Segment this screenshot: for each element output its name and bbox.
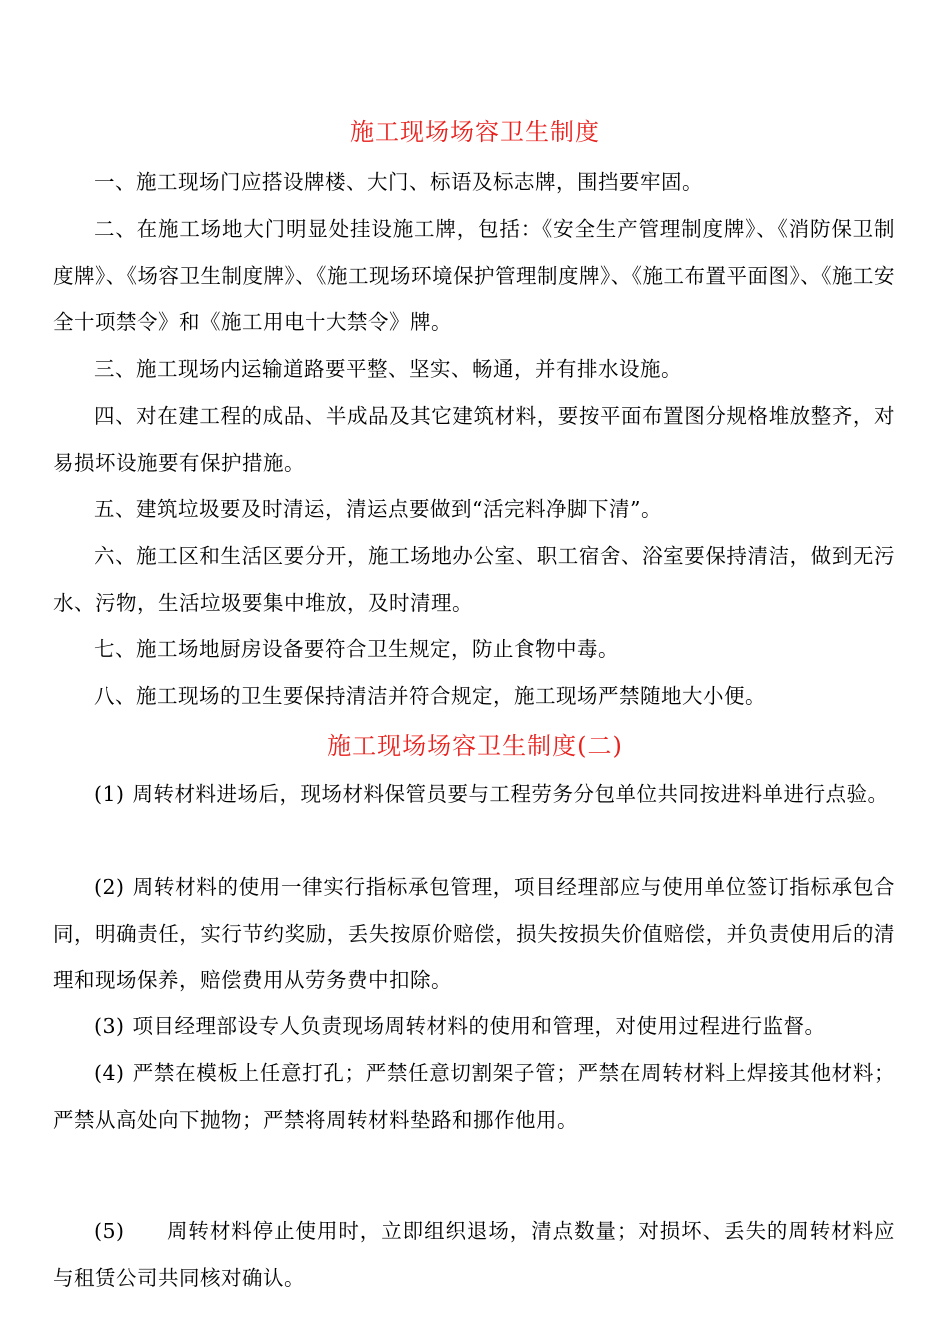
paragraph-4: 四、对在建工程的成品、半成品及其它建筑材料，要按平面布置图分规格堆放整齐，对易损坏设施要有保护措施。 [53,404,895,475]
document-title: 施工现场场容卫生制度 [350,118,600,146]
paragraph-7: 七、施工场地厨房设备要符合卫生规定，防止食物中毒。 [94,637,619,661]
item-2-text: 周转材料的使用一律实行指标承包管理，项目经理部应与使用单位签订指标承包合同，明确责任，实行节约奖励，丢失按原价赔偿，损失按损失价值赔偿，并负责使用后的清理和现场保养，赔偿费用从劳务费中扣除。 [53,875,895,992]
item-1-text: 周转材料进场后，现场材料保管员要与工程劳务分包单位共同按进料单进行点验。 [132,782,889,806]
section-title-2: 施工现场场容卫生制度(二) [327,732,623,760]
item-2-number: (2) [94,875,125,899]
item-4 [53,1050,895,1143]
paragraph-3: 三、施工现场内运输道路要平整、坚实、畅通，并有排水设施。 [94,357,682,381]
paragraph-6: 六、施工区和生活区要分开，施工场地办公室、职工宿舍、浴室要保持清洁，做到无污水、污物，生活垃圾要集中堆放，及时清理。 [53,544,895,615]
item-5-number: (5) [94,1219,125,1243]
item-1-number: (1) [94,782,125,806]
item-4-text: 严禁在模板上任意打孔；严禁任意切割架子管；严禁在周转材料上焊接其他材料；严禁从高处向下抛物；严禁将周转材料垫路和挪作他用。 [53,1061,895,1132]
item-2 [53,864,895,1004]
item-5-text: 周转材料停止使用时，立即组织退场，清点数量；对损坏、丢失的周转材料应与租赁公司共同核对确认。 [53,1219,895,1290]
item-3-number: (3) [94,1014,125,1038]
item-3 [53,1003,895,1050]
item-1 [53,771,895,818]
item-5 [53,1208,895,1301]
paragraph-1: 一、施工现场门应搭设牌楼、大门、标语及标志牌，围挡要牢固。 [94,170,703,194]
item-3-text: 项目经理部设专人负责现场周转材料的使用和管理，对使用过程进行监督。 [132,1014,826,1038]
item-4-number: (4) [94,1061,125,1085]
paragraph-8: 八、施工现场的卫生要保持清洁并符合规定，施工现场严禁随地大小便。 [94,684,766,708]
paragraph-2: 二、在施工场地大门明显处挂设施工牌，包括：《安全生产管理制度牌》、《消防保卫制度牌》、《场容卫生制度牌》、《施工现场环境保护管理制度牌》、《施工布置平面图》、《施工安全十项禁令》和《施工用电十大禁令》牌。 [53,217,895,334]
paragraph-5: 五、建筑垃圾要及时清运，清运点要做到“活完料净脚下清”。 [94,497,662,521]
